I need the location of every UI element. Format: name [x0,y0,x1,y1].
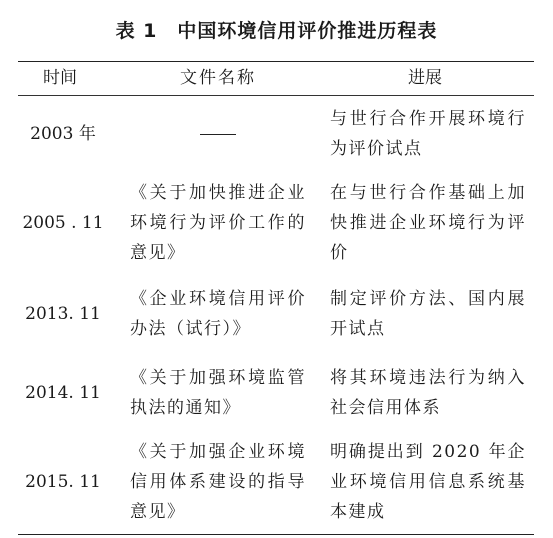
row-progress: 将其环境违法行为纳入社会信用体系 [330,368,526,418]
row-time: 2003 年 [30,124,96,144]
header-progress: 进展 [408,68,442,88]
row-time: 2014. 11 [25,383,101,403]
row-file-name [130,119,306,149]
row-time: 2013. 11 [25,304,101,324]
empty-dash [200,134,236,135]
row-progress: 明确提出到 2020 年企业环境信用信息系统基本建成 [330,442,526,522]
table-number: 表 1 [115,20,158,42]
row-time: 2005 . 11 [22,213,104,233]
row-file-name: 《关于加强企业环境信用体系建设的指导意见》 [130,442,306,522]
row-file-name: 《关于加强环境监管执法的通知》 [130,368,306,418]
table-title [0,16,553,43]
row-progress: 制定评价方法、国内展开试点 [330,289,526,339]
top-rule [18,61,534,62]
row-file-name: 《关于加快推进企业环境行为评价工作的意见》 [130,183,306,263]
header-time: 时间 [43,68,77,88]
row-progress: 与世行合作开展环境行为评价试点 [330,109,526,159]
header-rule [18,95,534,96]
bottom-rule [18,534,534,535]
row-time: 2015. 11 [25,472,101,492]
table-title-text: 中国环境信用评价推进历程表 [177,20,438,42]
row-file-name: 《企业环境信用评价办法（试行）》 [130,289,306,339]
row-progress: 在与世行合作基础上加快推进企业环境行为评价 [330,183,526,263]
header-file-name: 文件名称 [180,68,256,88]
